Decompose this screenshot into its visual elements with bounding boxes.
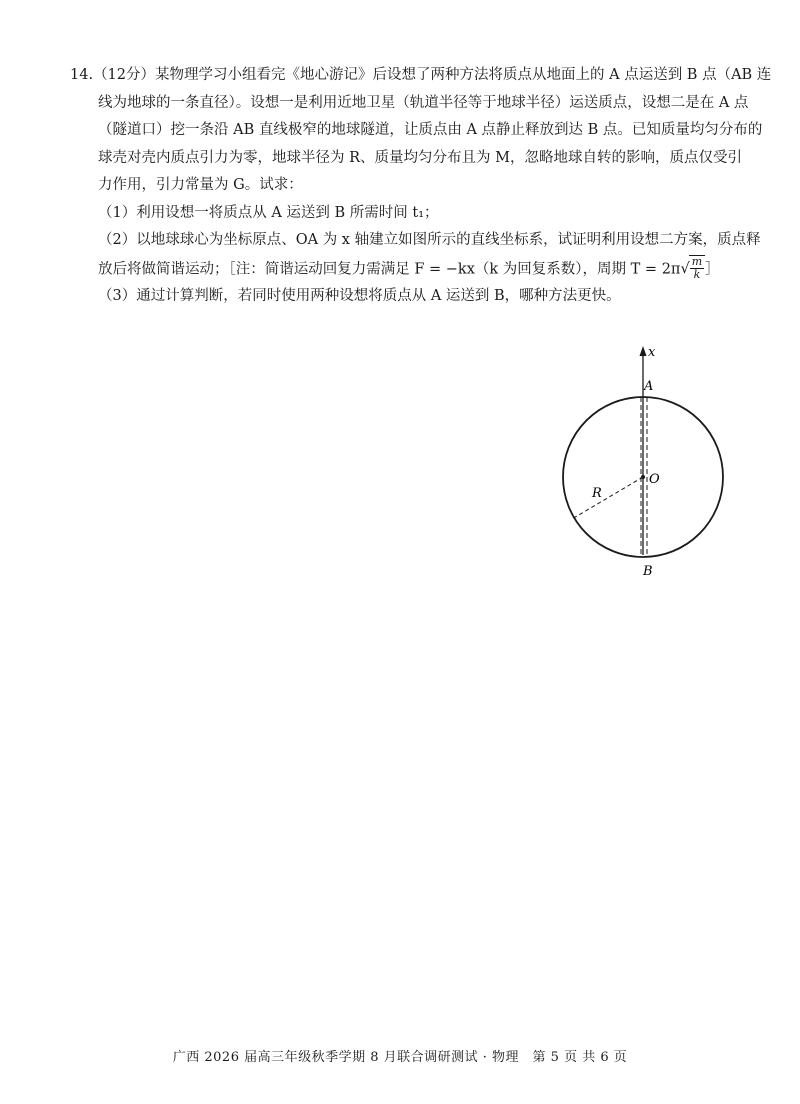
question-1: （1）利用设想一将质点从 A 运送到 B 所需时间 t₁； [98,204,439,221]
stem-line-3: （隧道口）挖一条沿 AB 直线极窄的地球隧道，让质点由 A 点静止释放到达 B 点。已知质量均匀分布的 [98,122,763,138]
problem-number: 14. [70,67,94,83]
stem-line-1: 某物理学习小组看完《地心游记》后设想了两种方法将质点从地面上的 A 点运送到 B 点（AB 连 [155,67,772,83]
label-A: A [644,379,654,394]
page-footer: 广西 2026 届高三年级秋季学期 8 月联合调研测试 · 物理 第 5 页 共 6 页 [172,1050,628,1065]
stem-line-4: 球壳对壳内质点引力为零，地球半径为 R、质量均匀分布且为 M，忽略地球自转的影响，质点仅受引 [98,149,742,166]
x-axis-label: x [648,345,656,360]
center-point [641,475,645,479]
radius-line [572,477,643,519]
fraction-m-over-k [690,256,704,281]
problem-score: （12分） [93,67,156,83]
x-axis-arrowhead-icon [640,346,647,356]
earth-diagram [550,340,740,580]
label-R: R [592,486,602,501]
label-O: O [649,472,660,487]
label-B: B [643,564,653,579]
problem-14 [70,62,772,311]
question-2-note: 放后将做简谐运动；［注：简谐运动回复力需满足 F = −kx（k 为回复系数），周期 T = 2π [98,260,681,277]
question-2-line-1: （2）以地球球心为坐标原点、OA 为 x 轴建立如图所示的直线坐标系，试证明利用设想二方案，质点释 [98,232,761,248]
sqrt-formula [680,255,705,284]
sqrt-sign-icon: √ [680,260,690,277]
question-2-bracket: ］ [705,260,720,277]
fraction-denominator: k [693,268,701,281]
fraction-numerator: m [691,255,703,268]
question-3: （3）通过计算判断，若同时使用两种设想将质点从 A 运送到 B，哪种方法更快。 [98,288,621,305]
problem-first-line [70,62,772,90]
stem-line-2: 线为地球的一条直径）。设想一是利用近地卫星（轨道半径等于地球半径）运送质点，设想二是在 A 点 [98,94,749,111]
stem-line-5: 力作用，引力常量为 G。试求： [98,177,303,193]
question-2-line-2 [70,255,742,284]
